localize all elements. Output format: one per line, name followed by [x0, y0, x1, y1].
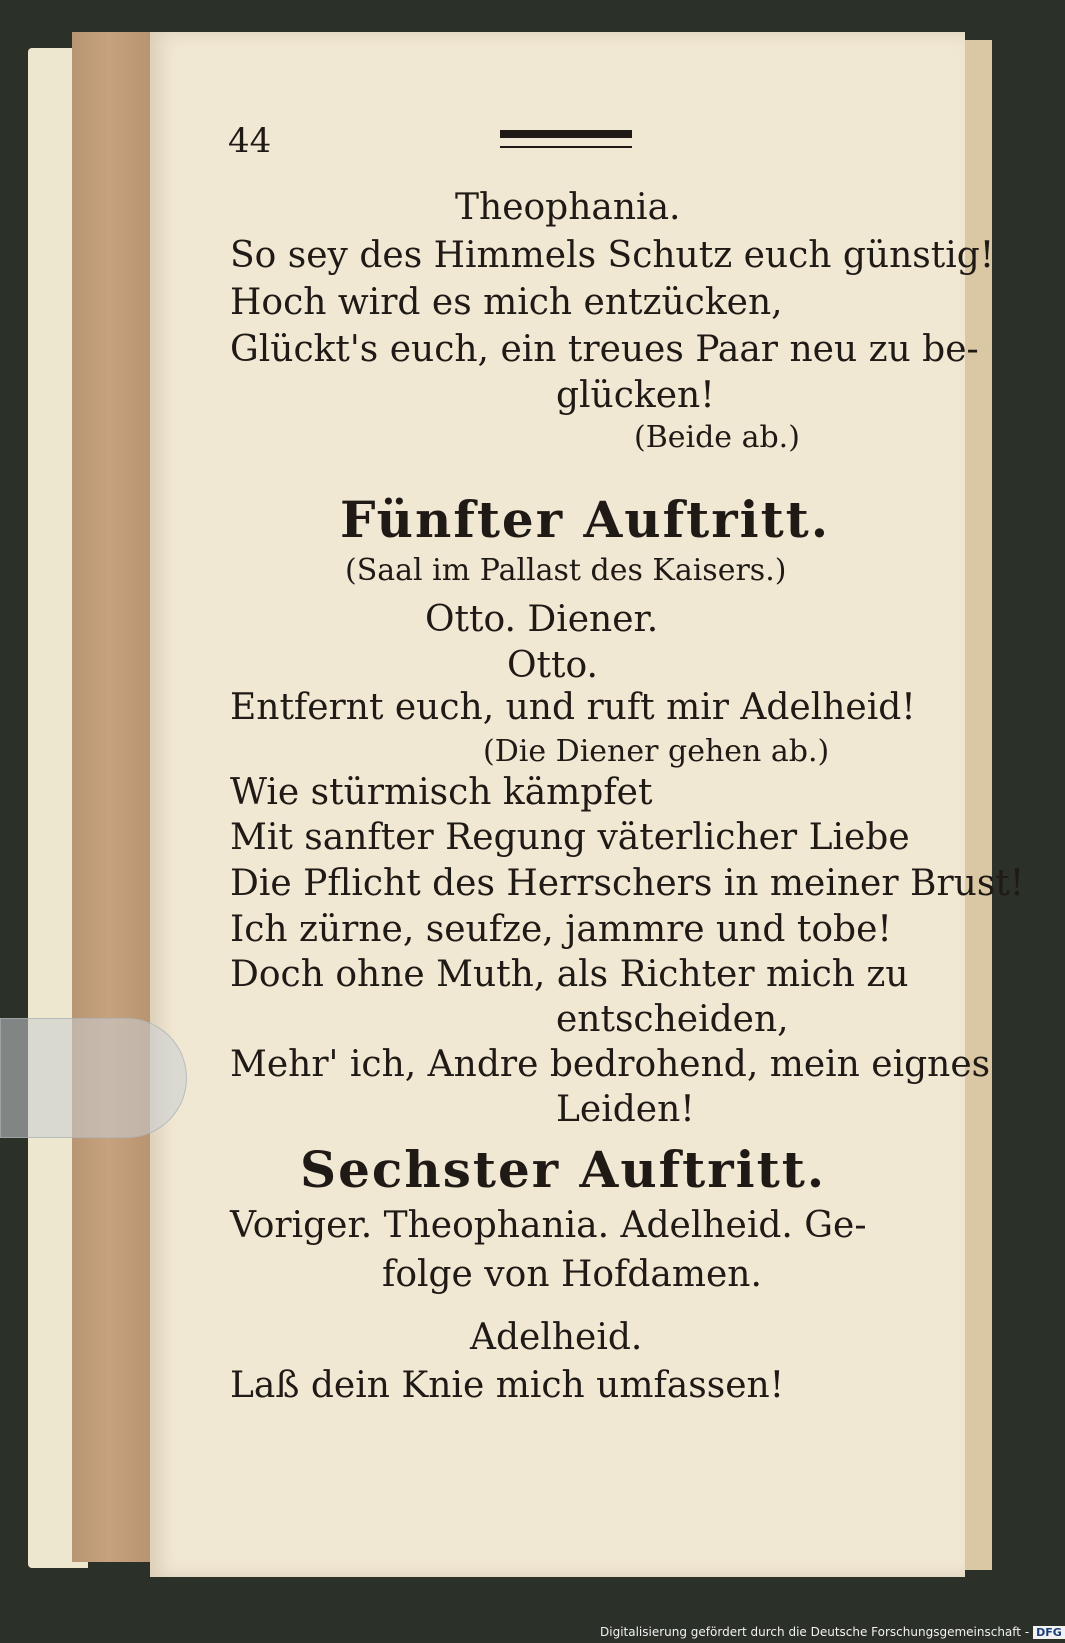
- scene-setting: (Saal im Pallast des Kaisers.): [345, 553, 787, 588]
- verse-line: Mit sanfter Regung väterlicher Liebe: [230, 817, 910, 858]
- verse-line: Mehr' ich, Andre bedrohend, mein eignes: [230, 1044, 991, 1085]
- speaker-name: Theophania.: [455, 187, 681, 228]
- attribution-text: Digitalisierung gefördert durch die Deutsche Forschungsgemeinschaft -: [600, 1625, 1030, 1639]
- verse-line: Glückt's euch, ein treues Paar neu zu be-: [230, 329, 979, 370]
- dfg-logo: DFG: [1033, 1626, 1065, 1639]
- speaker-name: Otto.: [507, 645, 598, 686]
- scene-heading: Sechster Auftritt.: [300, 1140, 827, 1199]
- speaker-name: Adelheid.: [470, 1317, 643, 1358]
- character-list: Voriger. Theophania. Adelheid. Ge-: [230, 1205, 867, 1246]
- attribution-footer: [600, 1625, 1065, 1639]
- stage-direction: (Die Diener gehen ab.): [483, 734, 830, 769]
- verse-line: Leiden!: [556, 1089, 695, 1130]
- header-rule-thin: [500, 146, 632, 148]
- verse-line: Entfernt euch, und ruft mir Adelheid!: [230, 687, 916, 728]
- page-clip: [0, 1018, 187, 1138]
- verse-line: Ich zürne, seufze, jammre und tobe!: [230, 909, 892, 950]
- verse-line: Die Pflicht des Herrschers in meiner Brust!: [230, 863, 1025, 904]
- character-list: folge von Hofdamen.: [382, 1254, 762, 1295]
- verse-line: Wie stürmisch kämpfet: [230, 772, 653, 813]
- verse-line: glücken!: [556, 375, 715, 416]
- scene-heading: Fünfter Auftritt.: [340, 490, 831, 549]
- page-number: 44: [228, 121, 272, 161]
- verse-line: entscheiden,: [556, 999, 789, 1040]
- verse-line: Doch ohne Muth, als Richter mich zu: [230, 954, 909, 995]
- header-rule-thick: [500, 130, 632, 138]
- verse-line: Hoch wird es mich entzücken,: [230, 282, 783, 323]
- verse-line: So sey des Himmels Schutz euch günstig!: [230, 235, 995, 276]
- character-list: Otto. Diener.: [425, 599, 659, 640]
- stage-direction: (Beide ab.): [634, 420, 800, 455]
- verse-line: Laß dein Knie mich umfassen!: [230, 1365, 785, 1406]
